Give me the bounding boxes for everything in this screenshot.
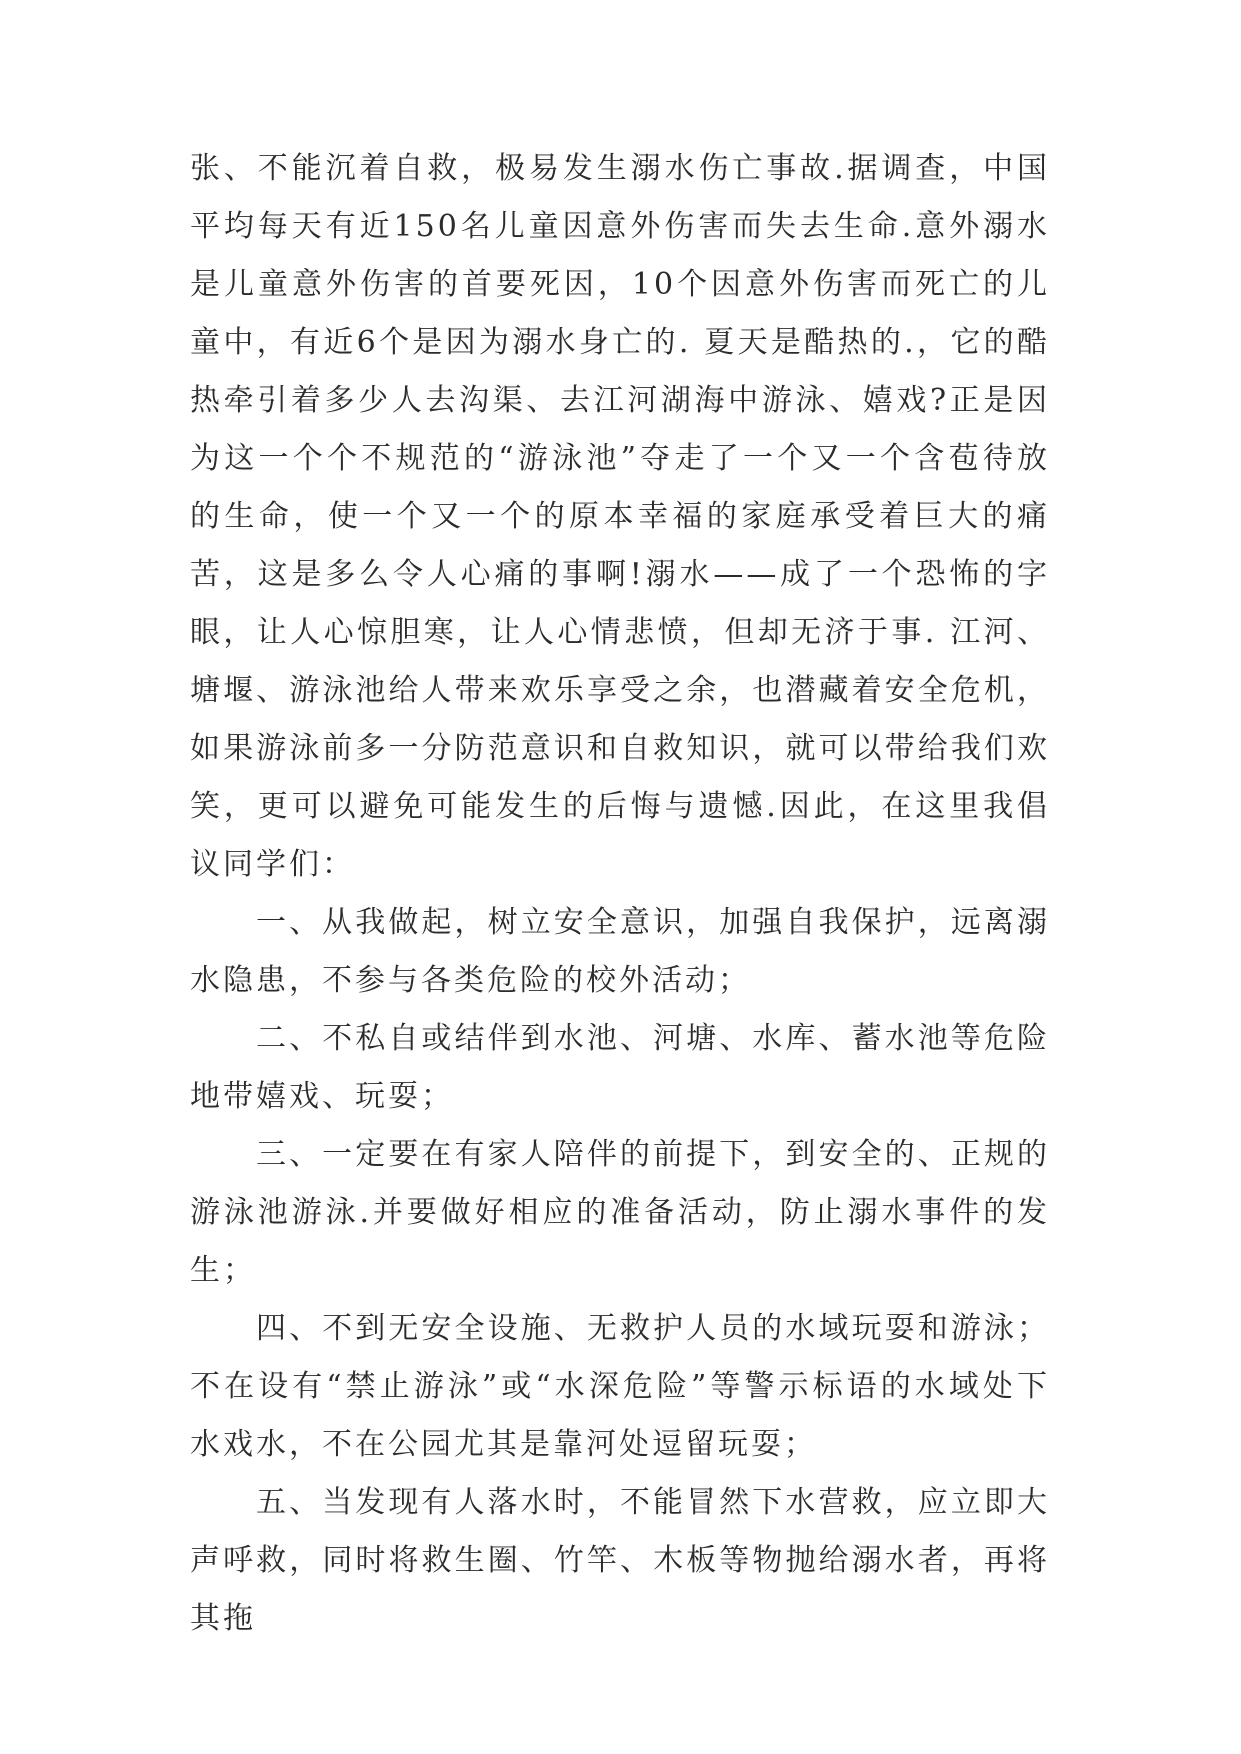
paragraph-item-4: 四、不到无安全设施、无救护人员的水域玩耍和游泳；不在设有“禁止游泳”或“水深危险”等警示标语的水域处下水戏水，不在公园尤其是靠河处逗留玩耍； bbox=[190, 1311, 1050, 1462]
paragraph-item-1: 一、从我做起，树立安全意识，加强自我保护，远离溺水隐患，不参与各类危险的校外活动； bbox=[190, 905, 1050, 998]
paragraph-item-5: 五、当发现有人落水时，不能冒然下水营救，应立即大声呼救，同时将救生圈、竹竿、木板等物抛给溺水者，再将其拖 bbox=[190, 1485, 1050, 1636]
paragraph-item-3: 三、一定要在有家人陪伴的前提下，到安全的、正规的游泳池游泳.并要做好相应的准备活动，防止溺水事件的发生； bbox=[190, 1137, 1050, 1288]
document-body bbox=[190, 140, 1050, 1648]
paragraph-item-2: 二、不私自或结伴到水池、河塘、水库、蓄水池等危险地带嬉戏、玩耍； bbox=[190, 1021, 1050, 1114]
paragraph-intro: 张、不能沉着自救，极易发生溺水伤亡事故.据调查，中国平均每天有近150名儿童因意外伤害而失去生命.意外溺水是儿童意外伤害的首要死因，10个因意外伤害而死亡的儿童中，有近6个是因为溺水身亡的. 夏天是酷热的.，它的酷热牵引着多少人去沟渠、去江河湖海中游泳、嬉戏?正是因为这一个个不规范的“游泳池”夺走了一个又一个含苞待放的生命，使一个又一个的原本幸福的家庭承受着巨大的痛苦，这是多么令人心痛的事啊!溺水——成了一个恐怖的字眼，让人心惊胆寒，让人心情悲愤，但却无济于事. 江河、塘堰、游泳池给人带来欢乐享受之余，也潜藏着安全危机，如果游泳前多一分防范意识和自救知识，就可以带给我们欢笑，更可以避免可能发生的后悔与遗憾.因此，在这里我倡议同学们： bbox=[190, 151, 1050, 882]
